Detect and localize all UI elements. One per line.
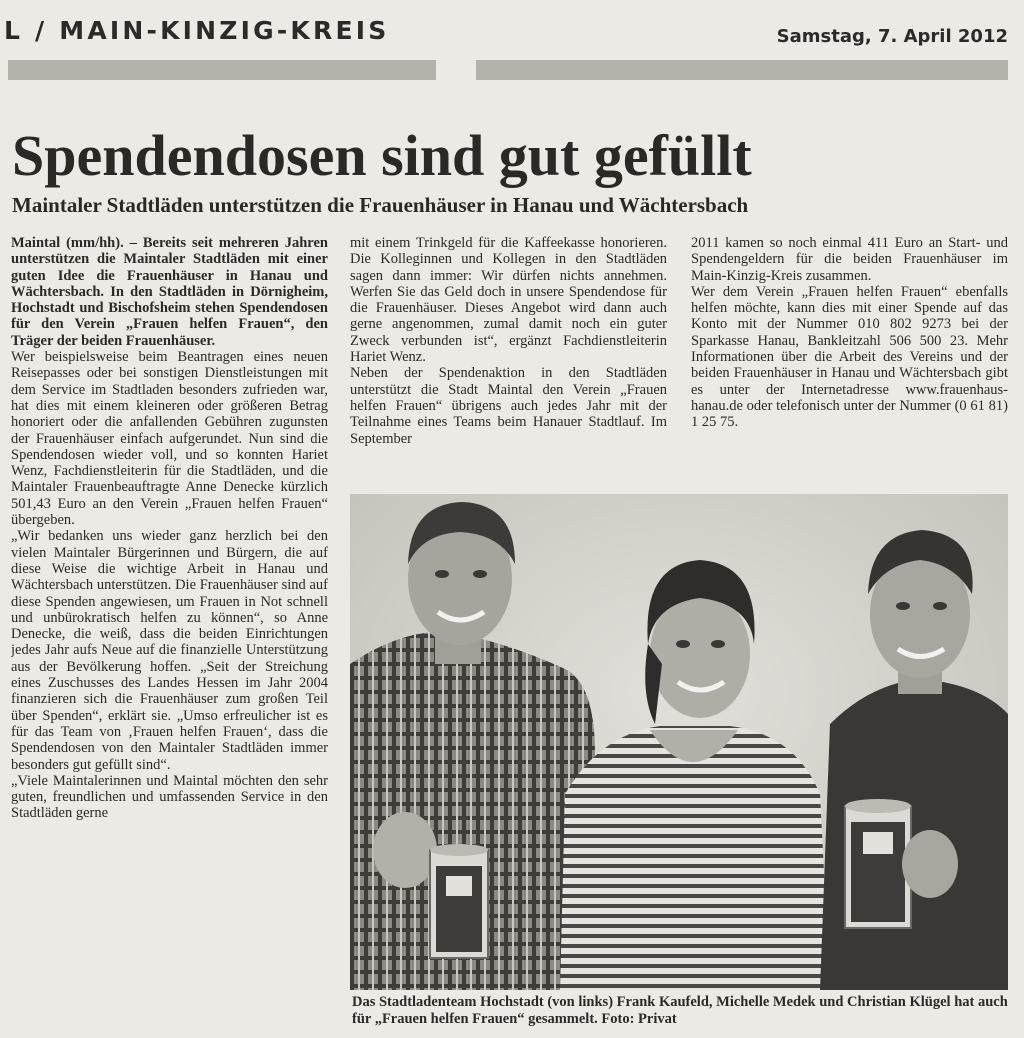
article-paragraph: „Wir bedanken uns wieder ganz herzlich bei den vielen Maintaler Bürgerinnen und Bürgern, die auf diese Weise die wichtige Arbeit in Hanau und Wächtersbach unterstützen. Die Frauenhäuser sind auf diese Spenden angewiesen, um Frauen in Not schnell und unbürokratisch helfen zu können“, so Anne Denecke, die weiß, dass die beiden Einrichtungen jedes Jahr aufs Neue auf die finanzielle Unterstützung aus der Bevölkerung hoffen. „Seit der Streichung eines Zuschusses des Landes Hessen im Jahr 2004 finanzieren sich die Frauenhäuser zum großen Teil über Spenden“, erklärt sie. „Umso erfreulicher ist es für das Team von ‚Frauen helfen Frauen‘, dass die Spendendosen von den Maintaler Stadtläden immer besonders gut gefüllt sind“. (11, 528, 328, 773)
article-lead: Maintal (mm/hh). – Bereits seit mehreren Jahren unterstützen die Maintaler Stadtläden mit einer guten Idee die Frauenhäuser in Hanau und Wächtersbach. In den Stadtläden in Dörnigheim, Hochstadt und Bischofsheim stehen Spendendosen für den Verein „Frauen helfen Frauen“, den Träger der beiden Frauenhäuser. (11, 235, 328, 349)
article-subhead: Maintaler Stadtläden unterstützen die Frauenhäuser in Hanau und Wächtersbach (12, 193, 749, 217)
article-paragraph: „Viele Maintalerinnen und Maintal möchten den sehr guten, freundlichen und umfassenden Service in den Stadtläden gerne (11, 772, 328, 822)
article-paragraph: Neben der Spendenaktion in den Stadtläden unterstützt die Stadt Maintal den Verein „Frauen helfen Frauen“ übrigens auch jedes Jahr mit der Teilnahme eines Teams beim Hanauer Stadtlauf. Im September (350, 365, 667, 447)
team-photo (350, 494, 1008, 990)
header-rule-right (476, 60, 1008, 80)
article-paragraph: Wer beispielsweise beim Beantragen eines neuen Reisepasses oder bei sonstigen Dienstleistungen mit dem Service im Stadtladen besonders zufrieden war, hat dies mit einem kleineren oder größeren Betrag honoriert oder die anfallenden Gebühren zugunsten der Frauenhäuser einfach aufgerundet. Nun sind die Spendendosen wieder voll, und so konnten Hariet Wenz, Fachdienstleiterin für die Stadtläden, und die Maintaler Frauenbeauftragte Anne Denecke kürzlich 501,43 Euro an den Verein „Frauen helfen Frauen“ übergeben. (11, 349, 328, 529)
article-paragraph: 2011 kamen so noch einmal 411 Euro an Start- und Spendengeldern für die beiden Frauenhäuser im Main-Kinzig-Kreis zusammen. (691, 235, 1008, 284)
article-paragraph: mit einem Trinkgeld für die Kaffeekasse honorieren. Die Kolleginnen und Kollegen in den Stadtläden sagen dann immer: Wir dürfen nichts annehmen. Werfen Sie das Geld doch in unsere Spendendose für die Frauenhäuser. Dieses Angebot wird dann auch gerne angenommen, zumal damit noch ein guter Zweck verbunden ist“, ergänzt Fachdienstleiterin Hariet Wenz. (350, 235, 667, 366)
article-paragraph: Wer dem Verein „Frauen helfen Frauen“ ebenfalls helfen möchte, kann dies mit einer Spende auf das Konto mit der Nummer 010 802 9273 bei der Sparkasse Hanau, Bankleitzahl 506 500 23. Mehr Informationen über die Arbeit des Vereins und der beiden Frauenhäuser in Hanau und Wächtersbach gibt es unter der Internetadresse www.frauenhaus-hanau.de oder telefonisch unter der Nummer (0 61 81) 1 25 75. (691, 283, 1008, 431)
article-column-3 (691, 235, 1008, 485)
issue-date: Samstag, 7. April 2012 (776, 26, 1008, 47)
article-column-1 (11, 235, 328, 1035)
section-header: L / MAIN-KINZIG-KREIS (4, 16, 390, 45)
article-headline: Spendendosen sind gut gefüllt (12, 123, 752, 188)
photo-caption: Das Stadtladenteam Hochstadt (von links) Frank Kaufeld, Michelle Medek und Christian Klügel hat auch für „Frauen helfen Frauen“ gesammelt. Foto: Privat (352, 994, 1008, 1027)
header-rule-left (8, 60, 436, 80)
article-column-2 (350, 235, 667, 485)
